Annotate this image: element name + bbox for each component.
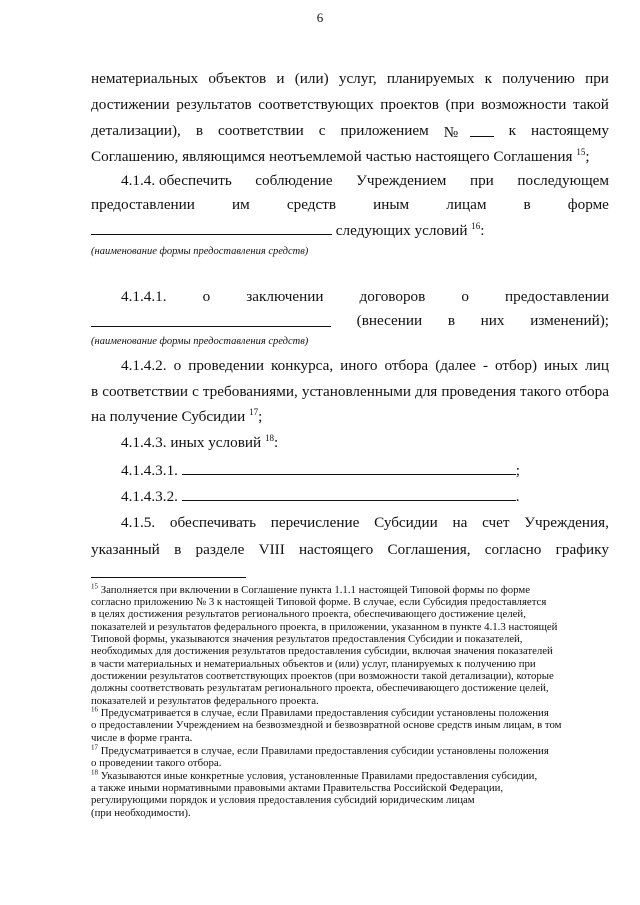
clause-4-1-4-line-3: следующих условий $^{16}$: xyxy=(91,220,609,240)
clause-4-1-5-line-1: 4.1.5. обеспечивать перечисление Субсидии на счет Учреждения, xyxy=(121,514,609,531)
footnote-18-line-3: регулирующими порядок и условия предоставления субсидий юридическим лицам xyxy=(91,794,475,806)
footnote-15-line-10: показателей и результатов федерального проекта. xyxy=(91,695,319,707)
footnote-17-line-1: $^{17}$ Предусматривается в случае, если Правилами предоставления субсидии установлены положения xyxy=(91,743,549,757)
clause-4-1-4-3-2: 4.1.4.3.2. . xyxy=(121,488,520,505)
clause-4-1-4-2-line-2: в соответствии с требованиями, установленными для проведения такого отбора xyxy=(91,383,609,400)
clause-4-1-4-1-line-1: 4.1.4.1. о заключении договоров о предоставлении xyxy=(121,288,609,305)
appendix-number-blank xyxy=(470,122,494,137)
clause-4-1-4-line-1: 4.1.4. обеспечить соблюдение Учреждением при последующем xyxy=(121,172,609,189)
footnote-15-line-2: согласно приложению № 3 к настоящей Типовой форме. В случае, если Субсидия предоставляется xyxy=(91,596,547,608)
clause-4-1-5-line-2: указанный в разделе VIII настоящего Соглашения, согласно графику xyxy=(91,541,609,558)
footnote-15-line-6: необходимых для достижения результатов предоставления субсидии, включая значения показателей xyxy=(91,645,553,657)
footnote-15-line-8: достижении результатов соответствующих проектов (при возможности такой детализации), которые xyxy=(91,670,554,682)
footnote-18-line-2: а также иными нормативными правовыми актами Правительства Российской Федерации, xyxy=(91,782,504,794)
footnote-17-line-2: о проведении такого отбора. xyxy=(91,757,222,769)
footnote-18-line-4: (при необходимости). xyxy=(91,807,191,819)
footnote-ref-17: 17 xyxy=(249,406,259,417)
footnote-15-line-3: в целях достижения результатов регионального проекта, обеспечивающего достижение целей, xyxy=(91,608,526,620)
footnote-separator xyxy=(91,577,246,578)
footnote-15-line-5: Типовой формы, указываются значения результатов предоставления Субсидии и показателей, xyxy=(91,633,523,645)
footnote-16-line-3: числе в форме гранта. xyxy=(91,732,193,744)
footnote-16-line-2: о предоставлении Учреждением на безвозмездной и безвозвратной основе средств иным лицам, в том xyxy=(91,719,562,731)
footnote-ref-16: 16 xyxy=(471,220,481,231)
body-line-1: нематериальных объектов и (или) услуг, планируемых к получению при xyxy=(91,70,609,87)
footnote-15-line-9: должны соответствовать результатам регионального проекта, обеспечивающего достижение целей, xyxy=(91,682,549,694)
body-line-2: достижении результатов соответствующих проектов (при возможности такой xyxy=(91,96,609,113)
footnote-15-line-4: показателей и результатов федерального проекта, в приложении, указанном в пункте 4.1.3 настоящей xyxy=(91,621,558,633)
footnote-ref-15: 15 xyxy=(576,146,586,157)
clause-4-1-4-3-1: 4.1.4.3.1. ; xyxy=(121,462,520,479)
form-of-provision-blank xyxy=(91,220,332,235)
other-condition-blank-2 xyxy=(182,486,516,501)
footnote-ref-18: 18 xyxy=(264,432,274,443)
footnote-15-line-1: $^{15}$ Заполняется при включении в Соглашение пункта 1.1.1 настоящей Типовой формы по форме xyxy=(91,582,531,596)
page-number: 6 xyxy=(316,10,324,25)
clause-4-1-4-line-2: предоставлении им средств иным лицам в форме xyxy=(91,196,609,213)
clause-4-1-4-3: 4.1.4.3. иных условий $^{18}$: xyxy=(121,432,279,451)
footnote-16-line-1: $^{16}$ Предусматривается в случае, если Правилами предоставления субсидии установлены положения xyxy=(91,705,549,719)
footnote-15-line-7: в части материальных и нематериальных объектов и (или) услуг, планируемых к получению при xyxy=(91,658,536,670)
clause-4-1-4-2-line-3: на получение Субсидии $^{17}$; xyxy=(91,406,263,425)
footnote-18-line-1: $^{18}$ Указываются иные конкретные условия, установленные Правилами предоставления субсидии, xyxy=(91,768,538,782)
form-of-provision-blank-2 xyxy=(91,312,331,327)
clause-4-1-4-1-line-2: (внесении в них изменений); xyxy=(91,312,609,330)
other-condition-blank-1 xyxy=(182,460,516,475)
body-line-4: Соглашению, являющимся неотъемлемой частью настоящего Соглашения $^{15}$; xyxy=(91,146,590,165)
blank-caption-2: (наименование формы предоставления средств) xyxy=(91,336,309,347)
body-line-3: детализации), в соответствии с приложением № к настоящему xyxy=(91,122,609,141)
clause-4-1-4-2-line-1: 4.1.4.2. о проведении конкурса, иного отбора (далее - отбор) иных лиц xyxy=(121,357,609,374)
blank-caption-1: (наименование формы предоставления средств) xyxy=(91,246,309,257)
